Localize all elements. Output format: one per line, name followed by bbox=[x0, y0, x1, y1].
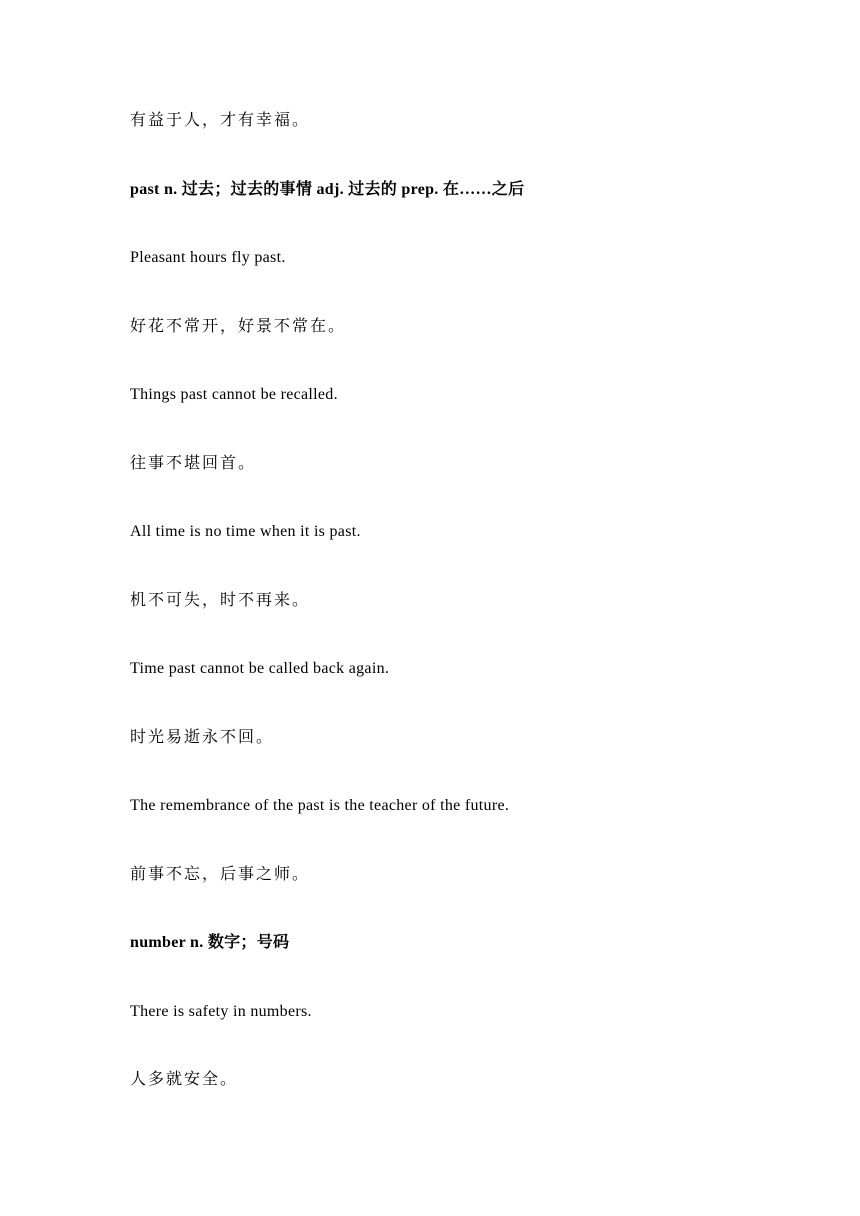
english-proverb-line: Things past cannot be recalled. bbox=[130, 386, 338, 403]
chinese-proverb-line: 往事不堪回首。 bbox=[130, 455, 257, 472]
english-proverb-line: There is safety in numbers. bbox=[130, 1003, 312, 1020]
english-proverb-line: The remembrance of the past is the teacher of the future. bbox=[130, 797, 510, 814]
chinese-proverb-line: 时光易逝永不回。 bbox=[130, 729, 275, 746]
english-proverb-line: All time is no time when it is past. bbox=[130, 523, 361, 540]
english-proverb-line: Pleasant hours fly past. bbox=[130, 249, 286, 266]
chinese-proverb-line: 人多就安全。 bbox=[130, 1071, 239, 1088]
chinese-proverb-line: 有益于人，才有幸福。 bbox=[130, 112, 311, 129]
english-proverb-line: Time past cannot be called back again. bbox=[130, 660, 390, 677]
chinese-proverb-line: 机不可失，时不再来。 bbox=[130, 592, 311, 609]
vocab-entry-number: number n. 数字；号码 bbox=[130, 934, 290, 951]
chinese-proverb-line: 好花不常开，好景不常在。 bbox=[130, 318, 347, 335]
chinese-proverb-line: 前事不忘，后事之师。 bbox=[130, 866, 311, 883]
vocab-entry-past: past n. 过去；过去的事情 adj. 过去的 prep. 在……之后 bbox=[130, 181, 525, 198]
